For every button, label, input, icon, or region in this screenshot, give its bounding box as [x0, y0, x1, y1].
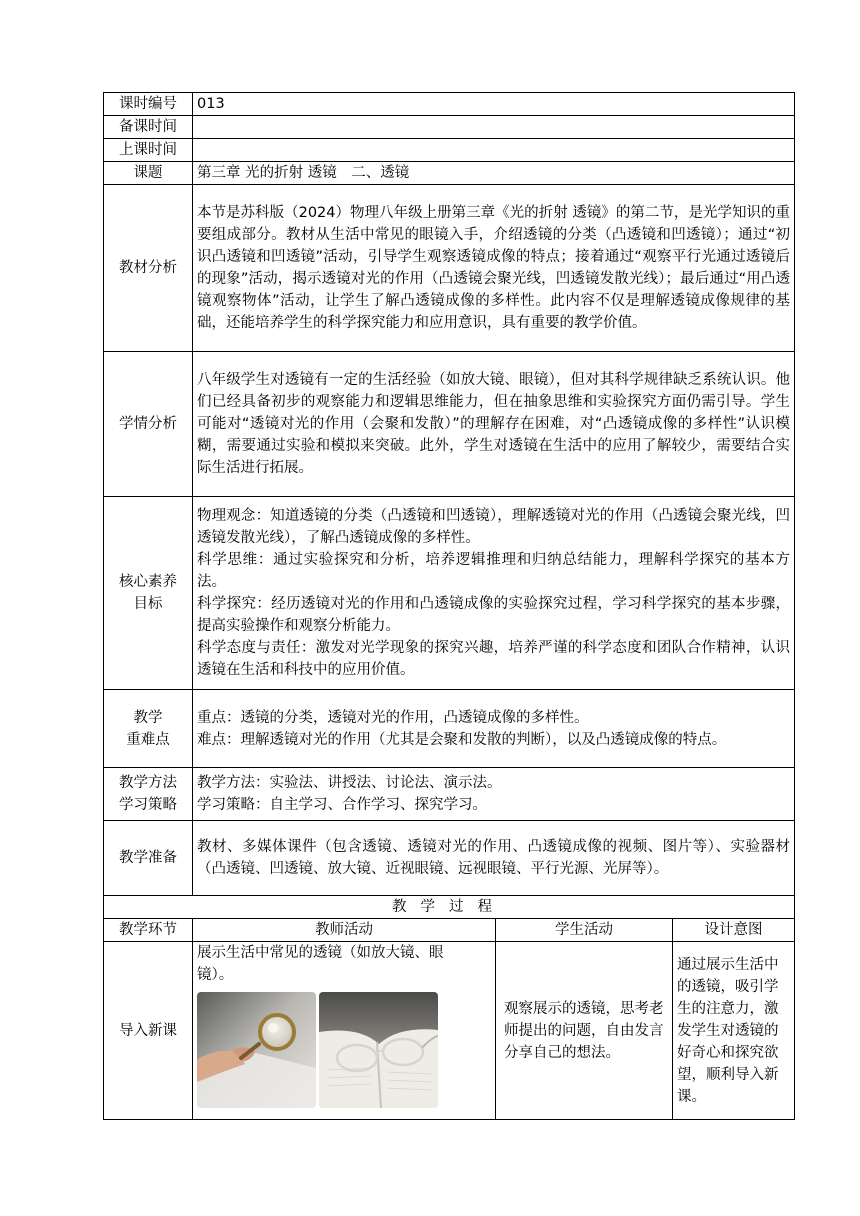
- lesson-no-value: 013: [193, 93, 795, 116]
- key-points-text: [193, 690, 795, 768]
- goals-label-line1: 核心素养: [119, 574, 177, 590]
- intro-images: [197, 992, 491, 1108]
- students-label: 学情分析: [104, 352, 193, 497]
- topic-label: 课题: [104, 162, 193, 185]
- intro-teacher-activity: [193, 942, 496, 1120]
- intro-stage: 导入新课: [104, 942, 193, 1120]
- lesson-no-label: 课时编号: [104, 93, 193, 116]
- goals-label-line2: 目标: [133, 596, 163, 612]
- goal-item: 科学思维：通过实验探究和分析，培养逻辑推理和归纳总结能力，理解科学探究的基本方法。: [197, 552, 791, 590]
- method-item: 学习策略：自主学习、合作学习、探究学习。: [197, 797, 487, 813]
- class-time-label: 上课时间: [104, 139, 193, 162]
- key-points-label-line2: 重难点: [126, 731, 170, 748]
- header-student: 学生活动: [496, 919, 673, 942]
- lesson-plan-table: [103, 92, 795, 1120]
- intro-student-activity: 观察展示的透镜，思考老师提出的问题，自由发言分享自己的想法。: [496, 942, 673, 1120]
- methods-label: [104, 768, 193, 821]
- goals-label: [104, 497, 193, 690]
- key-points-label: [104, 690, 193, 768]
- prep-label: 教学准备: [104, 821, 193, 896]
- header-intent: 设计意图: [673, 919, 795, 942]
- key-points-label-line1: 教学: [133, 709, 163, 726]
- glasses-book-photo: [319, 992, 438, 1108]
- intro-intent: 通过展示生活中的透镜，吸引学生的注意力，激发学生对透镜的好奇心和探究欲望，顺利导入新课。: [673, 942, 795, 1120]
- methods-label-line2: 学习策略: [119, 797, 177, 813]
- textbook-label: 教材分析: [104, 185, 193, 352]
- header-teacher: 教师活动: [193, 919, 496, 942]
- intro-teacher-text: 展示生活中常见的透镜（如放大镜、眼镜）。: [197, 945, 444, 983]
- methods-text: [193, 768, 795, 821]
- magnifier-photo: [197, 992, 316, 1108]
- header-stage: 教学环节: [104, 919, 193, 942]
- class-time-value: [193, 139, 795, 162]
- preparation-text: 教材、多媒体课件（包含透镜、透镜对光的作用、凸透镜成像的视频、图片等）、实验器材（凸透镜、凹透镜、放大镜、近视眼镜、远视眼镜、平行光源、光屏等）。: [193, 821, 795, 896]
- topic-value: 第三章 光的折射 透镜 二、透镜: [193, 162, 795, 185]
- prep-time-value: [193, 116, 795, 139]
- student-analysis-text: 八年级学生对透镜有一定的生活经验（如放大镜、眼镜），但对其科学规律缺乏系统认识。他们已经具备初步的观察能力和逻辑思维能力，但在抽象思维和实验探究方面仍需引导。学生可能对“透镜对光的作用（会聚和发散）”的理解存在困难，对“凸透镜成像的多样性”认识模糊，需要通过实验和模拟来突破。此外，学生对透镜在生活中的应用了解较少，需要结合实际生活进行拓展。: [193, 352, 795, 497]
- method-item: 教学方法：实验法、讲授法、讨论法、演示法。: [197, 775, 502, 791]
- goal-item: 物理观念：知道透镜的分类（凸透镜和凹透镜），理解透镜对光的作用（凸透镜会聚光线，凹透镜发散光线），了解凸透镜成像的多样性。: [197, 508, 791, 546]
- textbook-analysis-text: 本节是苏科版（2024）物理八年级上册第三章《光的折射 透镜》的第二节，是光学知识的重要组成部分。教材从生活中常见的眼镜入手，介绍透镜的分类（凸透镜和凹透镜）；通过“初识凸透镜和凹透镜”活动，引导学生观察透镜成像的特点；接着通过“观察平行光通过透镜后的现象”活动，揭示透镜对光的作用（凸透镜会聚光线，凹透镜发散光线）；最后通过“用凸透镜观察物体”活动，让学生了解凸透镜成像的多样性。此内容不仅是理解透镜成像规律的基础，还能培养学生的科学探究能力和应用意识，具有重要的教学价值。: [193, 185, 795, 352]
- goals-text: [193, 497, 795, 690]
- key-point-item: 重点：透镜的分类，透镜对光的作用，凸透镜成像的多样性。: [197, 709, 589, 726]
- key-point-item: 难点：理解透镜对光的作用（尤其是会聚和发散的判断），以及凸透镜成像的特点。: [197, 731, 727, 748]
- prep-time-label: 备课时间: [104, 116, 193, 139]
- goal-item: 科学态度与责任：激发对光学现象的探究兴趣，培养严谨的科学态度和团队合作精神，认识透镜在生活和科技中的应用价值。: [197, 640, 791, 678]
- methods-label-line1: 教学方法: [119, 775, 177, 791]
- goal-item: 科学探究：经历透镜对光的作用和凸透镜成像的实验探究过程，学习科学探究的基本步骤，提高实验操作和观察分析能力。: [197, 596, 791, 634]
- process-title: 教学过程: [104, 896, 795, 919]
